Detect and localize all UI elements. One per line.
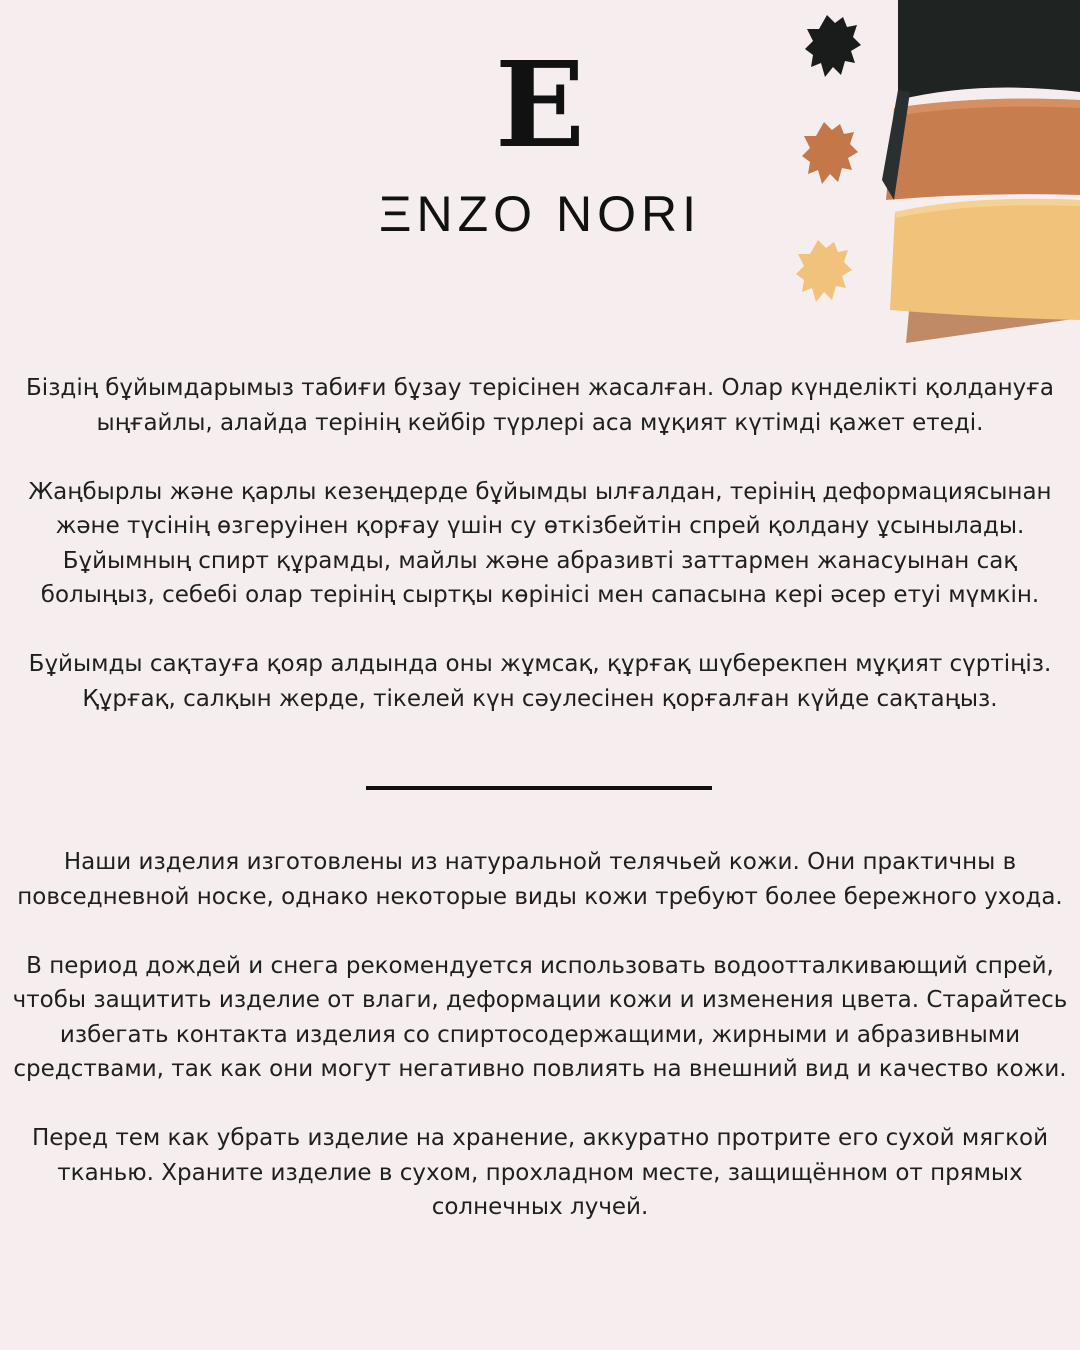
leather-sample-brown	[886, 99, 1080, 200]
leather-hide-icon-black	[805, 15, 861, 77]
russian-paragraph-3: Перед тем как убрать изделие на хранение, аккуратно протрите его сухой мягкой тканью. Храните изделие в сухом, прохладном месте, защищённом от прямых солнечных лучей.	[31, 1125, 1049, 1220]
russian-paragraph-1: Наши изделия изготовлены из натуральной телячьей кожи. Они практичны в повседневной носке, однако некоторые виды кожи требуют более бережного ухода.	[17, 849, 1063, 910]
leather-sample-tan	[890, 199, 1080, 320]
kazakh-paragraph-1: Біздің бұйымдарымыз табиғи бұзау терісінен жасалған. Олар күнделікті қолдануға ыңғайлы, алайда терінің кейбір түрлері аса мұқият күтімді қажет етеді.	[26, 375, 1054, 436]
brand-name: ΞNZO NORI	[379, 186, 701, 242]
brand-logo	[370, 35, 710, 244]
leather-hide-icon-brown	[802, 122, 858, 184]
leather-hide-icon-tan	[796, 240, 852, 302]
logo-monogram: E	[495, 35, 585, 174]
kazakh-care-text	[10, 371, 1070, 716]
russian-care-text	[10, 845, 1070, 1225]
section-divider	[366, 786, 712, 790]
kazakh-paragraph-3: Бұйымды сақтауға қояр алдында оны жұмсақ, құрғақ шүберекпен мұқият сүртіңіз. Құрғақ, салқын жерде, тікелей күн сәулесінен қорғалған күйде сақтаңыз.	[28, 651, 1052, 712]
kazakh-paragraph-2: Жаңбырлы және қарлы кезеңдерде бұйымды ылғалдан, терінің деформациясынан және түсінің өзгеруінен қорғау үшін су өткізбейтін спрей қолдану ұсынылады. Бұйымның спирт құрамды, майлы және абразивті заттармен жанасуынан сақ болыңыз, себебі олар терінің сыртқы көрінісі мен сапасына кері әсер етуі мүмкін.	[28, 478, 1052, 608]
russian-paragraph-2: В период дождей и снега рекомендуется использовать водоотталкивающий спрей, чтобы защитить изделие от влаги, деформации кожи и изменения цвета. Старайтесь избегать контакта изделия со спиртосодержащими, жирными и абразивными средствами, так как они могут негативно повлиять на внешний вид и качество кожи.	[12, 952, 1068, 1082]
leather-sample-black	[898, 0, 1080, 100]
leather-swatches-illustration	[790, 0, 1080, 350]
